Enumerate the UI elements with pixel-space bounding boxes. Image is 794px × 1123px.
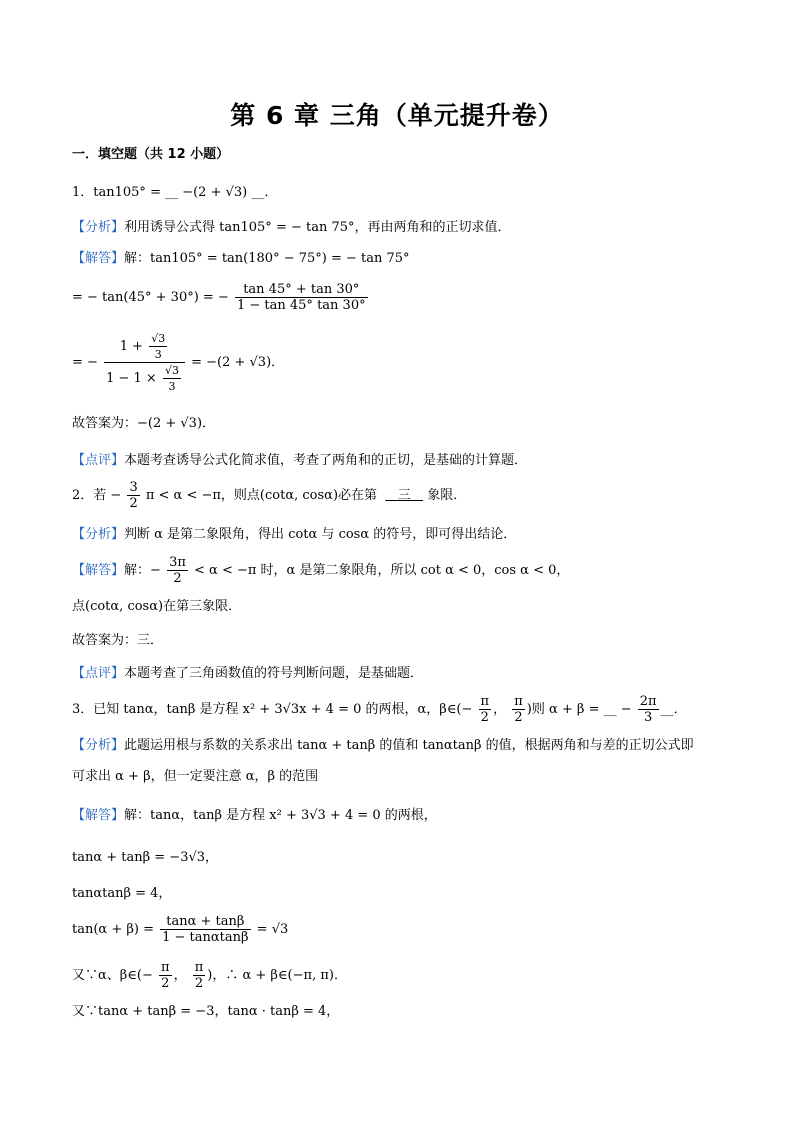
comment-tag: 【点评】 [72,453,125,468]
q2-blank-value: 三 [397,488,411,503]
q2-solution-line-1 [72,555,569,586]
q2-answer-blank [385,488,423,503]
q1-solution-result: = −(2 + √3)． [191,355,285,370]
fraction-denominator: 2 [129,496,138,511]
q3-stem-comma: ， [493,702,507,717]
compound-denominator [104,363,185,394]
fraction-denominator: 3 [644,710,653,725]
q2-comment [72,665,423,683]
q3-solution-suffix-5: )，∴ α + β∈(−π, π)． [207,968,347,983]
q3-stem-fraction-3 [638,694,659,725]
fraction-denominator: 2 [194,976,204,991]
q1-solution-lhs-3: = − [72,355,98,370]
sqrt3-over-3-fraction [149,331,167,362]
fraction-numerator: 3 [129,480,138,495]
q3-stem-middle: )则 α + β = __ − [526,702,632,717]
q2-solution-prefix: 解：− [124,563,161,578]
fraction-numerator: 3π [169,555,186,570]
analysis-tag: 【分析】 [72,527,125,542]
q1-solution-text-1: 解：tan105° = tan(180° − 75°) = − tan 75° [124,251,410,266]
q3-stem-fraction-1 [479,694,492,725]
q2-analysis [72,526,516,544]
q2-solution-line-2: 点(cotα, cosα)在第三象限． [72,599,242,614]
fraction-denominator: 3 [154,348,162,361]
section-heading: 一．填空题（共 12 小题） [72,147,230,162]
q1-stem: 1．tan105° = __ −(2 + √3) __． [72,185,278,200]
analysis-tag: 【分析】 [72,220,125,235]
q3-solution-line-1 [72,807,437,825]
analysis-tag: 【分析】 [72,738,125,753]
q1-solution-line-1 [72,250,410,268]
fraction-numerator: π [480,694,490,709]
fraction-denominator: 2 [173,571,182,586]
q3-solution-line-6: 又∵tanα + tanβ = −3，tanα · tanβ = 4， [72,1004,340,1019]
page-title: 第 6 章 三角（单元提升卷） [230,101,564,130]
q1-solution-line-2 [72,282,370,313]
q2-analysis-text: 判断 α 是第二象限角，得出 cotα 与 cosα 的符号，即可得出结论． [124,527,517,542]
q3-solution-lhs-4: tan(α + β) = [72,922,154,937]
q1-fraction-tan [235,282,368,313]
q3-tan-sum-fraction [160,914,250,945]
fraction-denominator: 2 [514,710,523,725]
solution-tag: 【解答】 [72,251,125,266]
q3-analysis-line-1 [72,737,694,755]
q1-comment [72,452,527,470]
q1-comment-text: 本题考查诱导公式化简求值，考查了两角和的正切，是基础的计算题． [124,453,528,468]
q1-analysis [72,219,511,237]
q3-analysis-text-1: 此题运用根与系数的关系求出 tanα + tanβ 的值和 tanαtanβ 的值，根据两角和与差的正切公式即 [124,738,694,753]
q3-solution-line-5 [72,960,347,991]
solution-tag: 【解答】 [72,563,125,578]
q3-solution-text-1: 解：tanα，tanβ 是方程 x² + 3√3 + 4 = 0 的两根， [124,808,437,823]
fraction-numerator: π [514,694,523,709]
q3-solution-prefix-5: 又∵α、β∈(− [72,968,153,983]
q2-stem-suffix: 象限． [427,488,467,503]
q1-analysis-text: 利用诱导公式得 tan105° = − tan 75°，再由两角和的正切求值． [124,220,511,235]
q2-solution-fraction [167,555,188,586]
numerator-prefix: 1 + [119,339,144,354]
fraction-numerator: tanα + tanβ [160,914,250,930]
q2-solution-text: < α < −π 时，α 是第二象限角，所以 cot α < 0，cos α < 0， [194,563,570,578]
q2-stem-fraction [127,480,139,511]
q2-stem [72,480,466,511]
q3-stem [72,694,687,725]
sqrt3-over-3-fraction [163,363,181,394]
q3-solution-line-3: tanαtanβ = 4， [72,886,172,901]
fraction-denominator: 1 − tanαtanβ [162,930,249,945]
q2-comment-text: 本题考查了三角函数值的符号判断问题，是基础题． [124,666,424,681]
fraction-denominator: 1 − tan 45° tan 30° [236,298,366,313]
q3-range-fraction-1 [159,960,172,991]
denominator-prefix: 1 − 1 × [106,371,157,386]
solution-tag: 【解答】 [72,808,125,823]
fraction-denominator: 3 [168,380,176,393]
q2-stem-prefix: 2．若 − [72,488,122,503]
q3-stem-fraction-2 [512,694,525,725]
fraction-numerator: √3 [164,364,179,377]
q2-answer: 故答案为：三． [72,633,164,648]
q3-range-fraction-2 [193,960,206,991]
q1-compound-fraction [104,331,185,394]
fraction-numerator: π [194,960,204,975]
q2-stem-middle: π < α < −π，则点(cotα, cosα)必在第 [145,488,378,503]
fraction-numerator: √3 [151,332,166,345]
fraction-numerator: 2π [639,694,657,709]
q3-analysis-line-2: 可求出 α + β，但一定要注意 α，β 的范围 [72,769,319,784]
fraction-denominator: 2 [161,976,170,991]
q3-solution-line-2: tanα + tanβ = −3√3， [72,850,219,865]
compound-numerator [104,331,185,363]
q1-answer: 故答案为：−(2 + √3)． [72,416,216,431]
q1-solution-lhs-2: = − tan(45° + 30°) = − [72,290,229,305]
q3-solution-rhs-4: = √3 [256,922,289,937]
q3-solution-comma-5: ， [173,968,187,983]
q1-solution-line-3 [72,331,284,394]
fraction-denominator: 2 [480,710,489,725]
comment-tag: 【点评】 [72,666,125,681]
fraction-numerator: π [161,960,170,975]
q3-stem-prefix: 3．已知 tanα，tanβ 是方程 x² + 3√3x + 4 = 0 的两根，α，β∈(− [72,702,473,717]
q3-solution-line-4 [72,914,288,945]
q3-stem-suffix: __． [660,702,687,717]
fraction-numerator: tan 45° + tan 30° [235,282,368,298]
